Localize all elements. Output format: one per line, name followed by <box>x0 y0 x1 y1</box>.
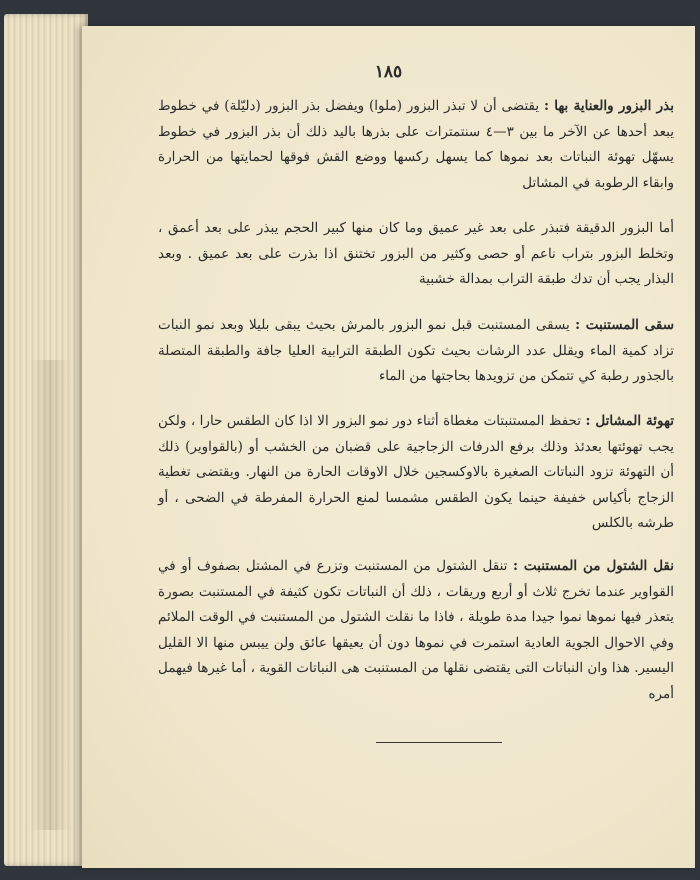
paragraph-heading: بذر البزور والعناية بها : <box>543 98 674 114</box>
book-page <box>82 26 695 868</box>
paragraph-ventilation <box>158 409 674 537</box>
paragraph-heading: سقى المستنبت : <box>575 317 675 333</box>
paragraph-body: يقتضى أن لا تبذر البزور (ملوا) ويفضل بذر البزور (دليّلة) في خطوط يبعد أحدها عن الآخر ما بين ٣—٤ سنتمترات على بذرها باليد ذلك أن بذر البزور في خطوط يسهّل تهوئة النباتات بعد نموها كما يسهل ركسها ووضع القش فوقها لحمايتها من الحرارة وابقاء الرطوبة في المشاتل <box>158 98 674 191</box>
page-edge-shadow <box>30 360 70 830</box>
paragraph-seed-depth <box>158 216 674 293</box>
paragraph-body: أما البزور الدقيقة فتبذر على بعد غير عميق وما كان منها كبير الحجم يبذر على بعد أعمق ، وتخلط البزور بتراب ناعم أو حصى وكثير من البزور تختنق اذا بذرت على بعد عميق . وبعد البذار يجب أن تدك طبقة التراب بمدالة خشبية <box>158 220 674 287</box>
paragraph-watering <box>158 313 674 390</box>
paragraph-body: يسقى المستنبت قبل نمو البزور بالمرش بحيث يبقى بليلا وبعد نمو النبات تزاد كمية الماء ويقلل عدد الرشات بحيث تكون الطبقة الترابية العليا جافة والطبقة المتصلة بالجذور رطبة كي تتمكن من تزويدها بحاجتها من الماء <box>158 317 674 384</box>
paragraph-body: تنقل الشتول من المستنبت وتزرع في المشتل بصفوف أو في القواوير عندما تخرج ثلاث أو أربع وريقات ، ذلك أن النباتات تكون كثيفة في المستنبت بصورة يتعذر فيها نموها نموا جيدا مدة طويلة ، فاذا ما نقلت الشتول من المستنبت في الوقت الملائم وفي الاحوال الجوية العادية استمرت في نموها دون أن يعيقها عائق ولن ييبس منها الا القليل اليسير. هذا وان النباتات التى يقتضى نقلها من المستنبت هى النباتات القوية ، أما غيرها فيهمل أمره <box>158 558 674 702</box>
paragraph-heading: تهوئة المشاتل : <box>585 413 674 429</box>
paragraph-sowing <box>158 94 674 196</box>
section-divider <box>376 742 502 743</box>
paragraph-transplanting <box>158 554 674 707</box>
paragraph-heading: نقل الشتول من المستنبت : <box>512 558 675 574</box>
page-number: ١٨٥ <box>374 62 403 82</box>
paragraph-body: تحفظ المستنبتات مغطاة أثناء دور نمو البزور الا اذا كان الطقس حارا ، ولكن يجب تهوئتها بعدئذ وذلك برفع الدرفات الزجاجية على قضبان من الخشب أو (بالقواوير) ذلك أن التهوئة تزود النباتات الصغيرة بالاوكسجين خلال الاوقات الحارة من النهار. ويقتضى تغطية الزجاج بأكياس خفيفة حينما يكون الطقس مشمسا لمنع الحرارة المفرطة في الضحى ، أو طرشه بالكلس <box>158 413 674 531</box>
